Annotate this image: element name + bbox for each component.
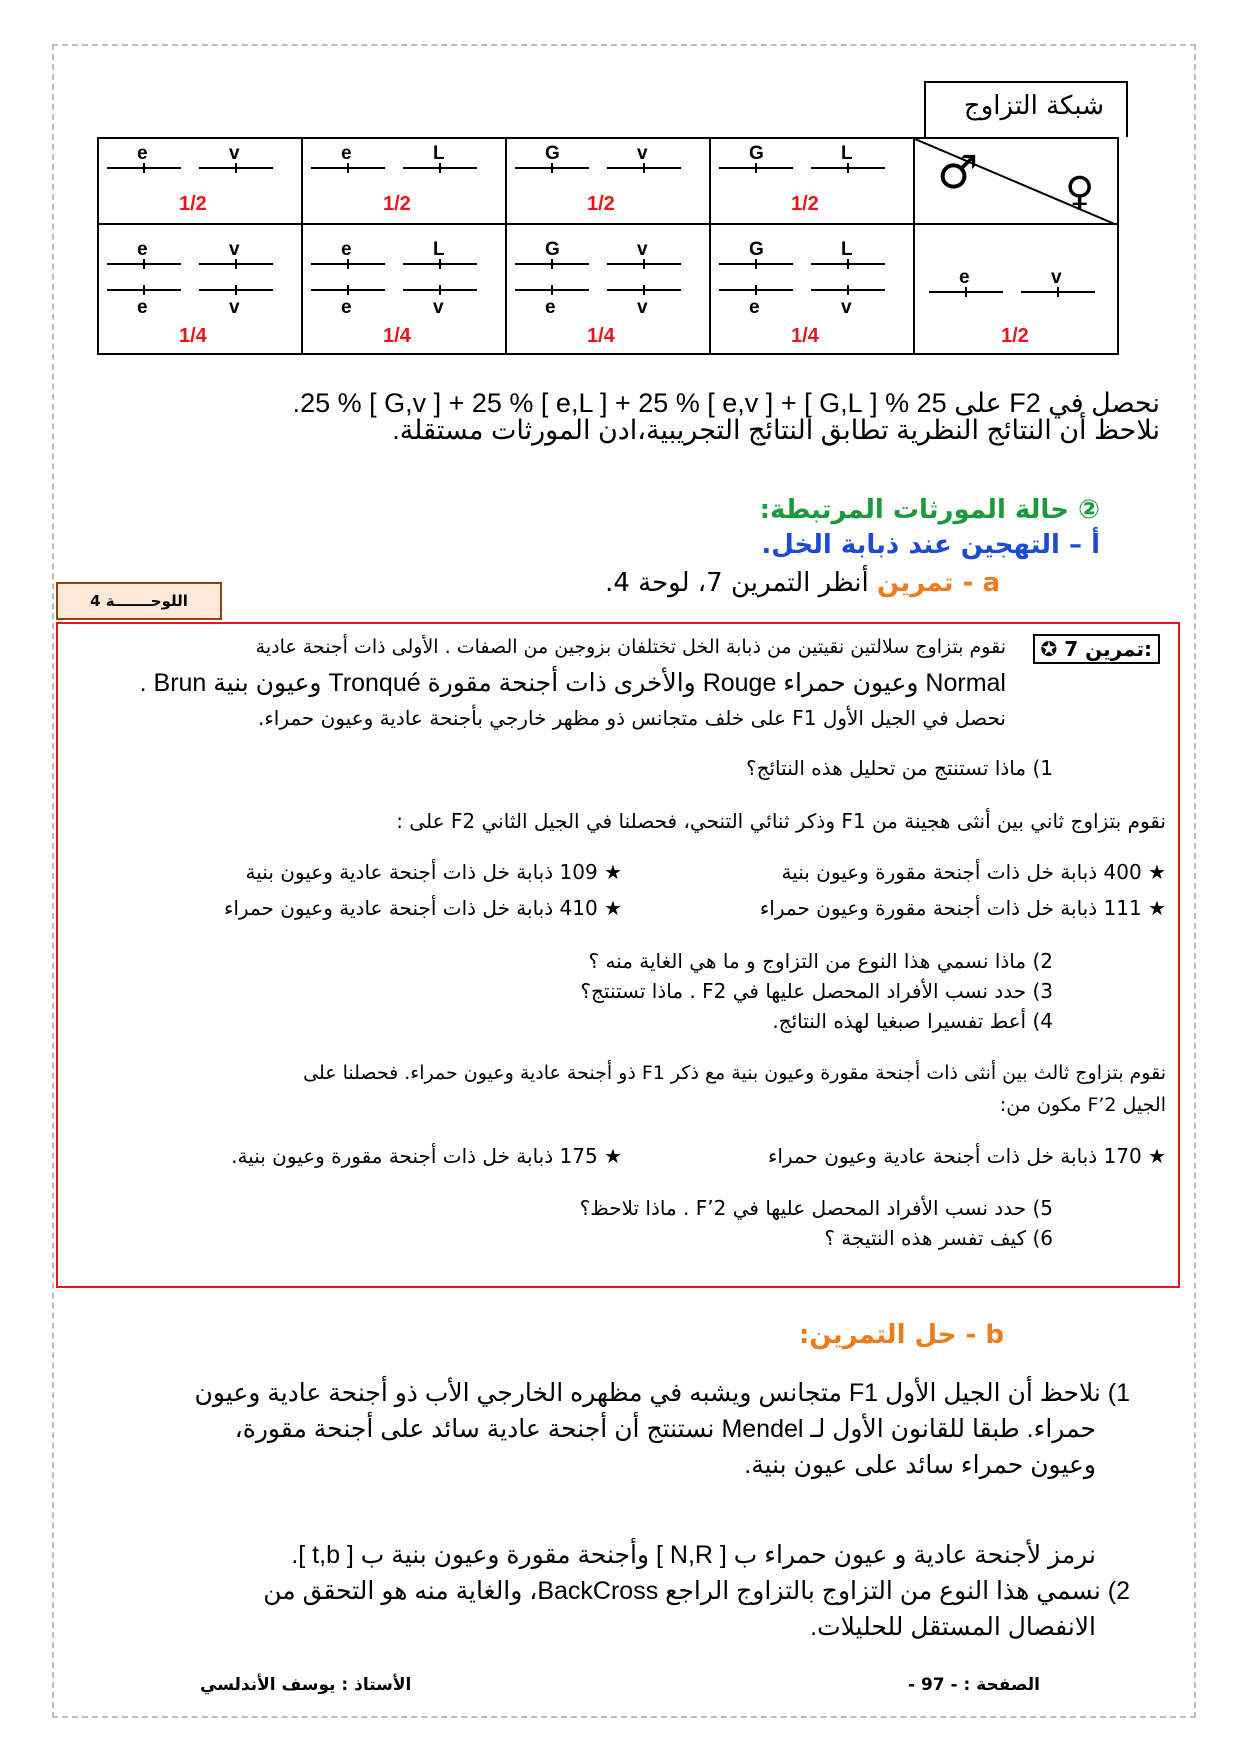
- locus-tick: [755, 285, 757, 295]
- allele-label: v: [433, 297, 444, 318]
- exercise-ref-text: أنظر التمرين 7، لوحة 4.: [605, 568, 869, 598]
- allele-label: G: [545, 239, 560, 260]
- locus-tick: [347, 285, 349, 295]
- solution-p1-line3: وعيون حمراء سائد على عيون بنية.: [744, 1451, 1096, 1479]
- result-row-1: ★ 400 ذبابة خل ذات أجنحة مقورة وعيون بنية: [781, 860, 1166, 884]
- allele-label: e: [959, 267, 970, 288]
- allele-label: e: [749, 297, 760, 318]
- allele-label: G: [749, 239, 764, 260]
- gamete-cell: [302, 138, 506, 224]
- gamete-cell: [506, 138, 710, 224]
- sex-symbol-cell: [914, 138, 1118, 224]
- fraction-label: 1/4: [587, 325, 615, 347]
- solution-p1-line1: 1) نلاحظ أن الجيل الأول F1 متجانس ويشبه في مظهره الخارجي الأب ذو أجنحة عادية وعيون: [194, 1379, 1130, 1407]
- allele-label: e: [137, 297, 148, 318]
- sub-a-heading: أ – التهجين عند ذبابة الخل.: [761, 530, 1100, 560]
- offspring-cell: [302, 224, 506, 354]
- allele-label: e: [341, 297, 352, 318]
- allele-label: e: [545, 297, 556, 318]
- female-gamete-cell: [914, 224, 1118, 354]
- fraction-label: 1/2: [587, 193, 615, 215]
- allele-label: v: [637, 297, 648, 318]
- allele-label: L: [841, 239, 853, 260]
- page-number: الصفحة : - 97 -: [907, 1675, 1040, 1695]
- question-6: 6) كيف تفسر هذه النتيجة ؟: [824, 1226, 1053, 1250]
- locus-tick: [143, 285, 145, 295]
- offspring-cell: [710, 224, 914, 354]
- cross-2-text: نقوم بتزاوج ثاني بين أنثى هجينة من F1 وذكر ثنائي التنحي، فحصلنا في الجيل الثاني F2 على :: [396, 809, 1166, 833]
- locus-tick: [551, 285, 553, 295]
- locus-tick: [235, 285, 237, 295]
- solution-p1-line2: حمراء. طبقا للقانون الأول لـ Mendel نستنتج أن أجنحة عادية سائد على أجنحة مقورة،: [234, 1415, 1096, 1443]
- fraction-label: 1/2: [383, 193, 411, 215]
- allele-label: e: [341, 239, 352, 260]
- cross-3-text-2: الجيل F’2 مكون من:: [999, 1094, 1166, 1116]
- question-4: 4) أعط تفسيرا صبغيا لهذه النتائج.: [772, 1009, 1053, 1033]
- allele-label: L: [841, 143, 853, 164]
- punnett-header-text: شبكة التزاوج: [963, 91, 1104, 121]
- fraction-label: 1/4: [179, 325, 207, 347]
- allele-label: v: [229, 143, 240, 164]
- solution-p2-line1: 2) نسمي هذا النوع من التزاوج بالتزاوج الراجع BackCross، والغاية منه هو التحقق من: [263, 1577, 1130, 1605]
- result-row-5: ★ 170 ذبابة خل ذات أجنحة عادية وعيون حمراء: [767, 1144, 1166, 1168]
- exercise-ref: [605, 568, 1000, 598]
- allele-label: L: [433, 143, 445, 164]
- solution-title: b - حل التمرين:: [799, 1320, 1004, 1350]
- question-5: 5) حدد نسب الأفراد المحصل عليها في F’2 . ماذا تلاحظ؟: [579, 1196, 1053, 1220]
- result-row-2: ★ 109 ذبابة خل ذات أجنحة عادية وعيون بنية: [245, 860, 622, 884]
- gamete-cell: [98, 138, 302, 224]
- observe-line: نلاحظ أن النتائج النظرية تطابق النتائج التجريبية،ادن المورثات مستقلة.: [392, 415, 1160, 445]
- offspring-cell: [98, 224, 302, 354]
- exercise-intro-1: نقوم بتزاوج سلالتين نقيتين من ذبابة الخل تختلفان بزوجين من الصفات . الأولى ذات أجنحة عادية: [255, 636, 1006, 658]
- allele-label: v: [637, 239, 648, 260]
- allele-label: e: [341, 143, 352, 164]
- locus-tick: [439, 285, 441, 295]
- solution-symbols: نرمز لأجنحة عادية و عيون حمراء ب [ N,R ] وأجنحة مقورة وعيون بنية ب [ t,b ].: [291, 1541, 1096, 1569]
- f2-result: نحصل في F2 على 25 % [ G,L ] + 25 % [ G,v ] + 25 % [ e,L ] + 25 % [ e,v ].: [292, 388, 1160, 418]
- result-row-6: ★ 175 ذبابة خل ذات أجنحة مقورة وعيون بنية.: [231, 1144, 622, 1168]
- offspring-cell: [506, 224, 710, 354]
- question-2: 2) ماذا نسمي هذا النوع من التزاوج و ما هي الغاية منه ؟: [588, 949, 1053, 973]
- result-row-4: ★ 410 ذبابة خل ذات أجنحة عادية وعيون حمراء: [223, 896, 622, 920]
- exercise-title: ✪ تمرين 7:: [1033, 634, 1161, 664]
- male-symbol: ♂: [937, 145, 979, 199]
- exercise-intro-2: Normal وعيون حمراء Rouge والأخرى ذات أجنحة مقورة Tronqué وعيون بنية Brun .: [139, 669, 1006, 697]
- question-1: 1) ماذا تستنتج من تحليل هذه النتائج؟: [745, 756, 1053, 780]
- exercise-box: [56, 622, 1180, 1288]
- gamete-cell: [710, 138, 914, 224]
- allele-label: G: [749, 143, 764, 164]
- fraction-label: 1/2: [1001, 325, 1029, 347]
- locus-tick: [643, 285, 645, 295]
- allele-label: v: [637, 143, 648, 164]
- question-3: 3) حدد نسب الأفراد المحصل عليها في F2 . ماذا تستنتج؟: [580, 979, 1053, 1003]
- punnett-grid: [97, 137, 1119, 355]
- allele-label: G: [545, 143, 560, 164]
- result-row-3: ★ 111 ذبابة خل ذات أجنحة مقورة وعيون حمراء: [759, 896, 1166, 920]
- solution-p2-line2: الانفصال المستقل للحليلات.: [810, 1613, 1096, 1641]
- fraction-label: 1/4: [791, 325, 819, 347]
- fraction-label: 1/2: [791, 193, 819, 215]
- allele-label: v: [229, 239, 240, 260]
- fraction-label: 1/2: [179, 193, 207, 215]
- exercise-intro-3: نحصل في الجيل الأول F1 على خلف متجانس ذو مظهر خارجي بأجنحة عادية وعيون حمراء.: [258, 706, 1006, 730]
- exercise-ref-label: a - تمرين: [877, 568, 1000, 598]
- punnett-header: [924, 81, 1128, 137]
- section-linked-genes: ② حالة المورثات المرتبطة:: [759, 495, 1100, 525]
- fraction-label: 1/4: [383, 325, 411, 347]
- locus-tick: [847, 285, 849, 295]
- allele-label: e: [137, 143, 148, 164]
- cross-3-text: نقوم بتزاوج ثالث بين أنثى ذات أجنحة مقورة وعيون بنية مع ذكر F1 ذو أجنحة عادية وعيون حمراء. فحصلنا على: [303, 1062, 1166, 1084]
- allele-label: L: [433, 239, 445, 260]
- allele-label: v: [841, 297, 852, 318]
- allele-label: v: [229, 297, 240, 318]
- female-symbol: ♀: [1065, 169, 1095, 215]
- allele-label: e: [137, 239, 148, 260]
- allele-label: v: [1051, 267, 1062, 288]
- plate-tab: اللوحـــــــة 4: [56, 582, 222, 620]
- author-name: الأستاذ : يوسف الأندلسي: [200, 1675, 412, 1695]
